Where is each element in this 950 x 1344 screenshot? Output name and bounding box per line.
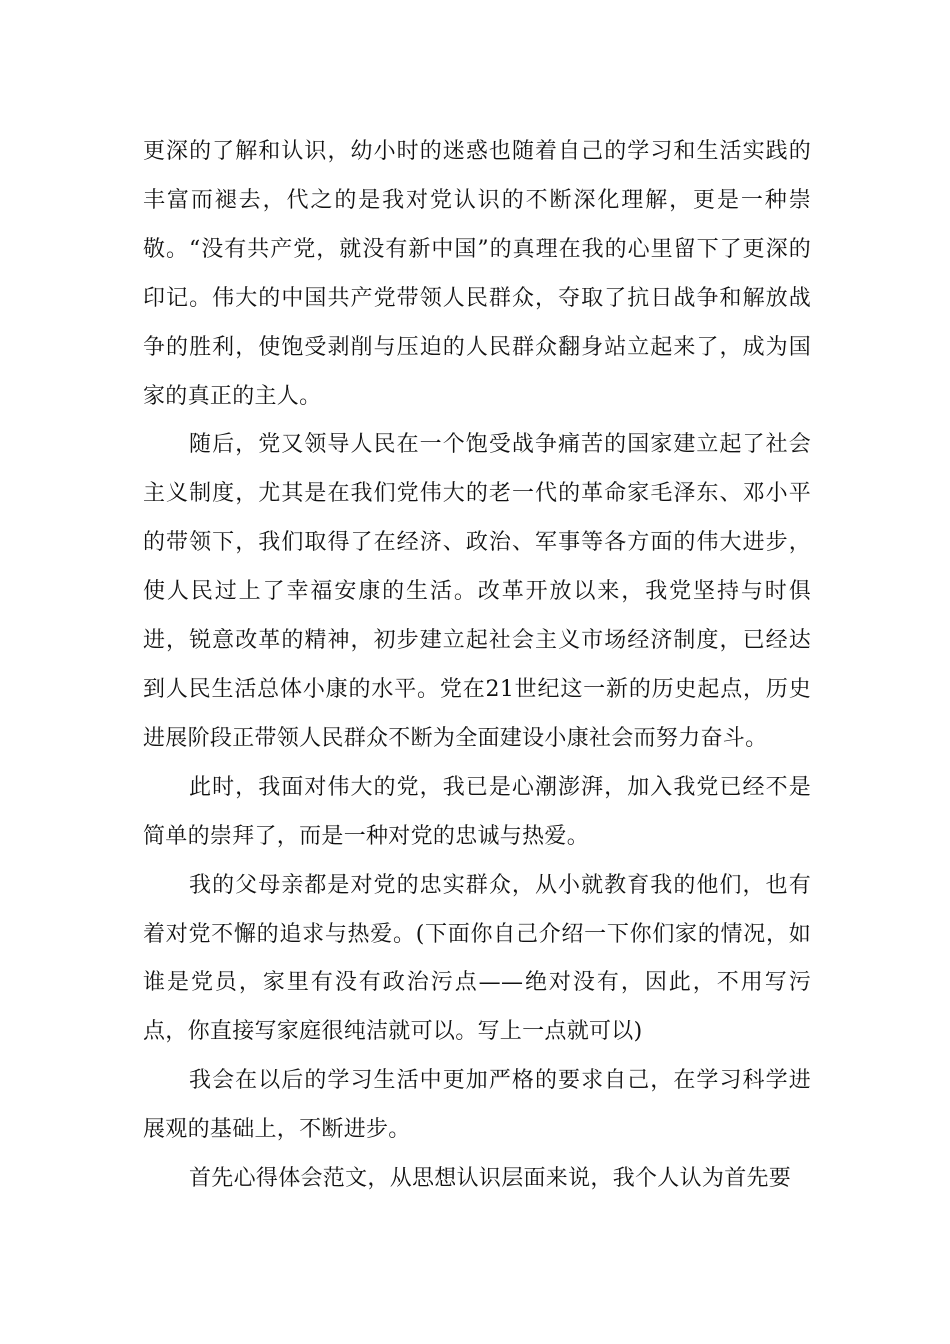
- paragraph-continuation: 更深的了解和认识，幼小时的迷惑也随着自己的学习和生活实践的丰富而褪去，代之的是我对党认识的不断深化理解，更是一种崇敬。“没有共产党，就没有新中国”的真理在我的心里留下了更深的印记。伟大的中国共产党带领人民群众，夺取了抗日战争和解放战争的胜利，使饱受剥削与压迫的人民群众翻身站立起来了，成为国家的真正的主人。: [143, 139, 811, 409]
- paragraph-commitment: 我会在以后的学习生活中更加严格的要求自己，在学习科学进展观的基础上，不断进步。: [143, 1068, 811, 1143]
- paragraph-loyalty: 此时，我面对伟大的党，我已是心潮澎湃，加入我党已经不是简单的崇拜了，而是一种对党的忠诚与热爱。: [143, 774, 811, 849]
- paragraph-reflection: 首先心得体会范文，从思想认识层面来说，我个人认为首先要: [189, 1166, 792, 1192]
- paragraph-socialism-history: 随后，党又领导人民在一个饱受战争痛苦的国家建立起了社会主义制度，尤其是在我们党伟大的老一代的革命家毛泽东、邓小平的带领下，我们取得了在经济、政治、军事等各方面的伟大进步，使人民过上了幸福安康的生活。改革开放以来，我党坚持与时俱进，锐意改革的精神，初步建立起社会主义市场经济制度，已经达到人民生活总体小康的水平。党在21世纪这一新的历史起点，历史进展阶段正带领人民群众不断为全面建设小康社会而努力奋斗。: [143, 432, 811, 751]
- paragraph-family: 我的父母亲都是对党的忠实群众，从小就教育我的他们，也有着对党不懈的追求与热爱。(下面你自己介绍一下你们家的情况，如谁是党员，家里有没有政治污点——绝对没有，因此，不用写污点，你直接写家庭很纯洁就可以。写上一点就可以): [143, 872, 811, 1045]
- document-body: [143, 128, 811, 1204]
